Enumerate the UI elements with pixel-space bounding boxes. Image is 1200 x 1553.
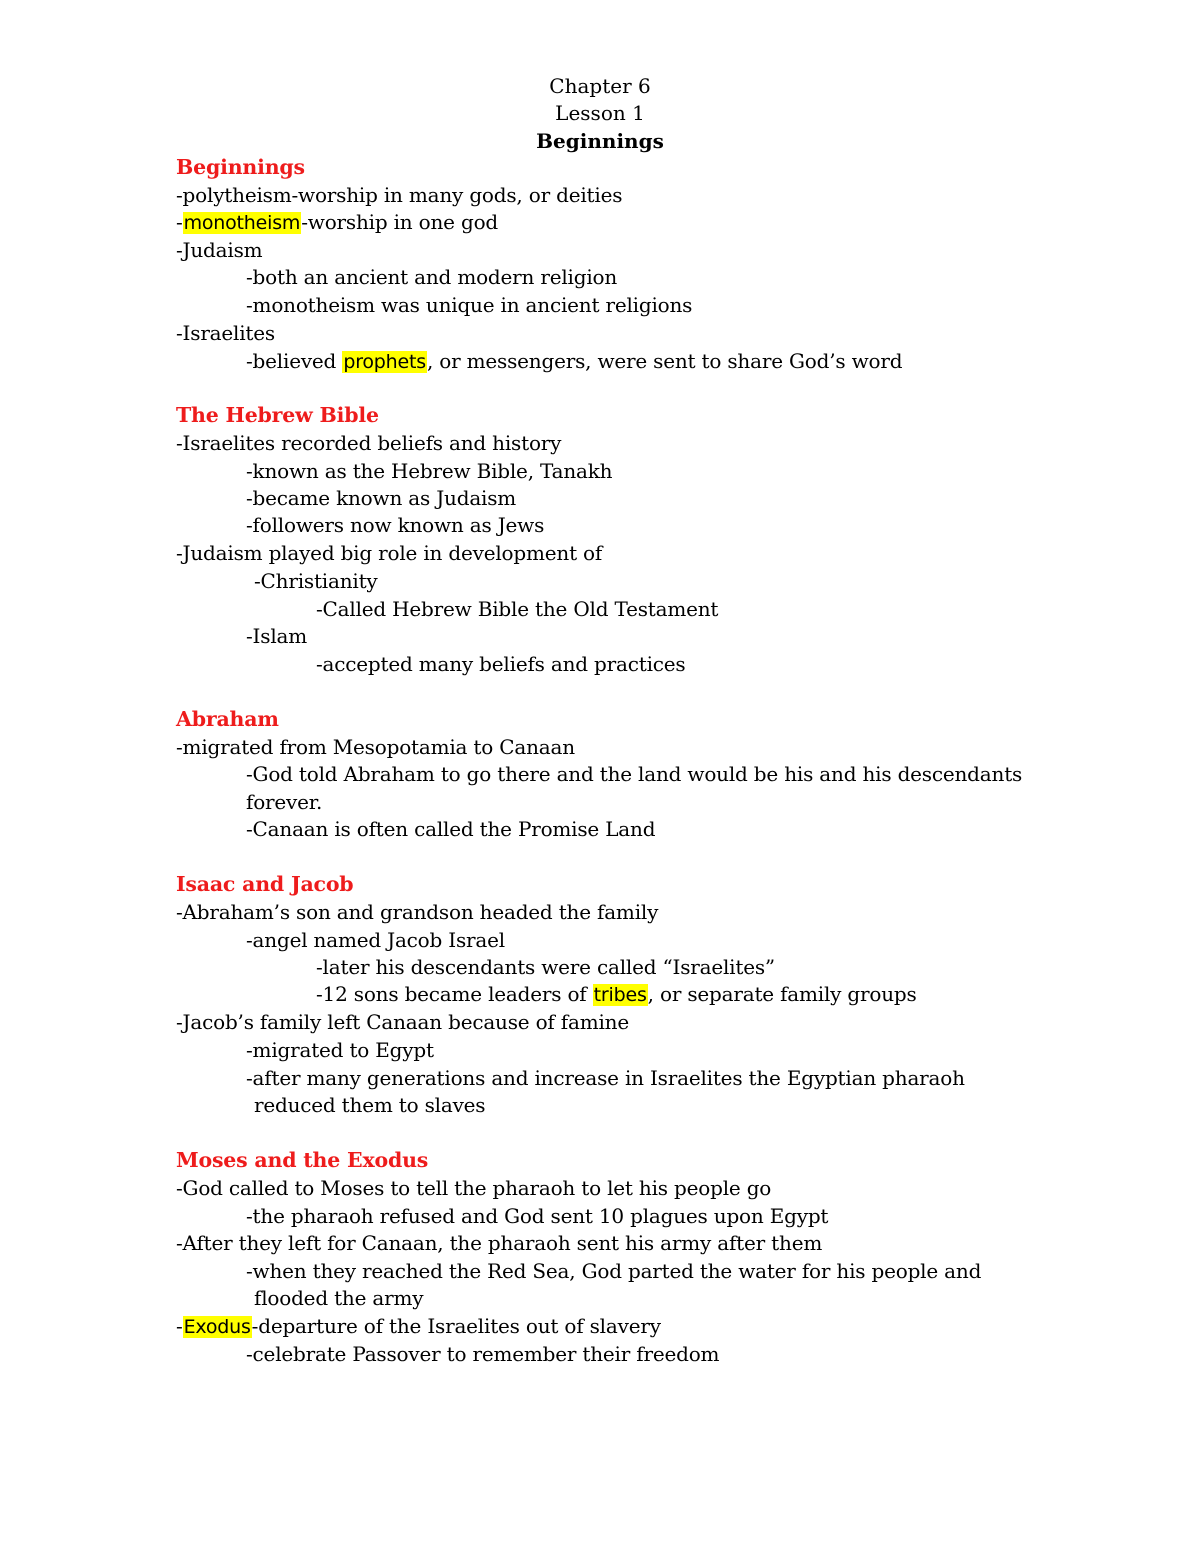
- dash: -: [176, 210, 183, 234]
- note-subline: -Christianity: [254, 569, 378, 593]
- section-heading-abraham: Abraham: [176, 707, 279, 731]
- note-subline-continued: forever.: [246, 790, 323, 814]
- note-subline: -became known as Judaism: [246, 486, 517, 510]
- note-line-monotheism: [176, 209, 498, 236]
- note-line: -God called to Moses to tell the pharaoh to let his people go: [176, 1176, 772, 1200]
- section-heading-beginnings: Beginnings: [176, 155, 305, 179]
- chapter-title: Chapter 6: [549, 74, 651, 98]
- note-subline: -Canaan is often called the Promise Land: [246, 817, 656, 841]
- note-line: -Jacob’s family left Canaan because of famine: [176, 1010, 629, 1034]
- note-line: -migrated from Mesopotamia to Canaan: [176, 735, 575, 759]
- note-subline-continued: reduced them to slaves: [254, 1093, 486, 1117]
- highlighted-term-exodus: Exodus: [183, 1316, 251, 1338]
- note-subline-prophets: [246, 348, 902, 375]
- highlighted-term-tribes: tribes: [593, 984, 647, 1006]
- note-subline: -angel named Jacob Israel: [246, 928, 505, 952]
- note-subsubline: -later his descendants were called “Israelites”: [316, 955, 775, 979]
- definition-text: -worship in one god: [301, 210, 499, 234]
- note-subline: -when they reached the Red Sea, God parted the water for his people and: [246, 1259, 982, 1283]
- lesson-title: Lesson 1: [555, 101, 645, 125]
- section-heading-isaac-jacob: Isaac and Jacob: [176, 872, 354, 896]
- note-subline: -migrated to Egypt: [246, 1038, 434, 1062]
- note-subline: -monotheism was unique in ancient religions: [246, 293, 693, 317]
- definition-text: , or separate family groups: [647, 982, 917, 1006]
- note-subline: -known as the Hebrew Bible, Tanakh: [246, 459, 613, 483]
- note-subline: -after many generations and increase in Israelites the Egyptian pharaoh: [246, 1066, 965, 1090]
- note-line: -After they left for Canaan, the pharaoh sent his army after them: [176, 1231, 823, 1255]
- highlighted-term-monotheism: monotheism: [183, 212, 301, 234]
- note-line: -Judaism: [176, 238, 263, 262]
- definition-text: -departure of the Israelites out of slavery: [251, 1314, 661, 1338]
- definition-text: , or messengers, were sent to share God’s word: [426, 349, 903, 373]
- note-line-exodus: [176, 1313, 661, 1340]
- line-prefix: -12 sons became leaders of: [316, 982, 593, 1006]
- note-subline: -celebrate Passover to remember their freedom: [246, 1342, 720, 1366]
- note-subline-continued: flooded the army: [254, 1286, 424, 1310]
- note-subline: -followers now known as Jews: [246, 513, 545, 537]
- note-subline: -God told Abraham to go there and the land would be his and his descendants: [246, 762, 1023, 786]
- note-line: -Judaism played big role in development of: [176, 541, 603, 565]
- note-subline: -the pharaoh refused and God sent 10 plagues upon Egypt: [246, 1204, 829, 1228]
- highlighted-term-prophets: prophets: [343, 351, 426, 373]
- note-subsubline: -accepted many beliefs and practices: [316, 652, 686, 676]
- note-subsubline: -Called Hebrew Bible the Old Testament: [316, 597, 719, 621]
- note-line: -Israelites recorded beliefs and history: [176, 431, 562, 455]
- section-heading-moses-exodus: Moses and the Exodus: [176, 1148, 429, 1172]
- note-line: -polytheism-worship in many gods, or deities: [176, 183, 623, 207]
- note-subline: -both an ancient and modern religion: [246, 265, 618, 289]
- note-line: -Israelites: [176, 321, 275, 345]
- page-title: Beginnings: [536, 129, 664, 153]
- line-prefix: -believed: [246, 349, 343, 373]
- note-subsubline-tribes: [316, 981, 917, 1008]
- section-heading-hebrew-bible: The Hebrew Bible: [176, 403, 379, 427]
- note-line: -Abraham’s son and grandson headed the family: [176, 900, 659, 924]
- note-subline: -Islam: [246, 624, 308, 648]
- dash: -: [176, 1314, 183, 1338]
